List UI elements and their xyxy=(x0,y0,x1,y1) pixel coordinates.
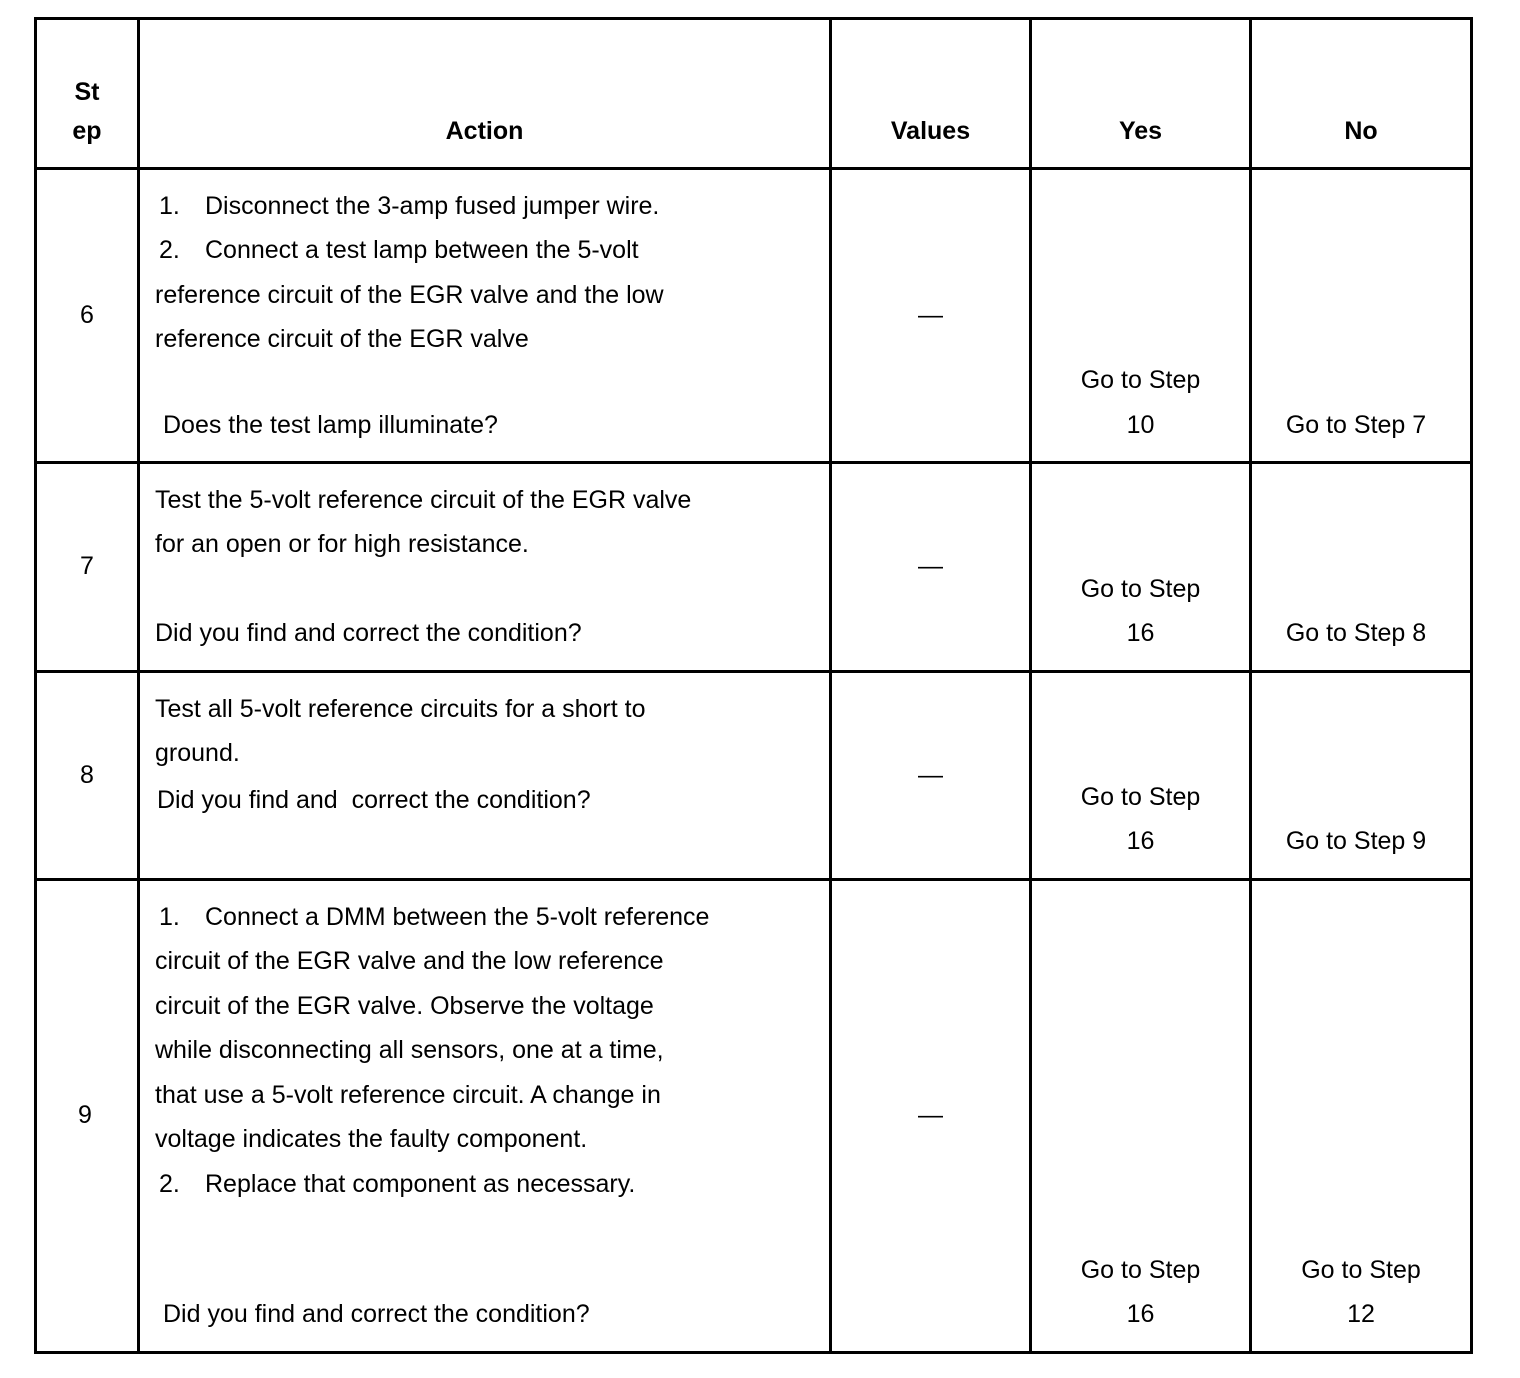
no-go-to: Go to Step 7 xyxy=(1285,411,1427,439)
action-line: Test the 5-volt reference circuit of the EGR valve xyxy=(155,486,692,514)
header-action: Action xyxy=(139,19,831,169)
yes-go-to: Go to Step xyxy=(1080,783,1201,811)
no-go-to: Go to Step xyxy=(1301,1256,1421,1284)
no-go-to: Go to Step 9 xyxy=(1285,827,1427,855)
diagnostic-table xyxy=(34,17,1473,1354)
step-number: 9 xyxy=(78,1101,92,1129)
header-row xyxy=(36,19,1472,169)
action-question: Did you find and correct the condition? xyxy=(163,1300,590,1328)
action-line: reference circuit of the EGR valve xyxy=(155,325,529,353)
action-question: Did you find and correct the condition? xyxy=(155,619,582,647)
yes-go-to: Go to Step xyxy=(1080,366,1201,394)
header-no: No xyxy=(1251,19,1472,169)
yes-step: 16 xyxy=(1126,1300,1155,1328)
table-row xyxy=(36,672,1472,880)
value-dash: — xyxy=(918,552,943,580)
yes-step: 16 xyxy=(1126,827,1155,855)
action-line: 1. Connect a DMM between the 5-volt reference xyxy=(159,903,710,931)
table-row xyxy=(36,463,1472,672)
header-step-line1: St xyxy=(74,78,100,106)
yes-step: 10 xyxy=(1126,411,1155,439)
action-line: 2. Connect a test lamp between the 5-volt xyxy=(159,236,639,264)
step-number: 7 xyxy=(80,552,94,580)
action-line: ground. xyxy=(155,739,240,767)
header-step xyxy=(36,19,139,169)
action-question: Did you find and correct the condition? xyxy=(157,786,591,814)
value-dash: — xyxy=(918,301,943,329)
value-dash: — xyxy=(918,1101,943,1129)
action-line: 2. Replace that component as necessary. xyxy=(159,1170,636,1198)
action-line: voltage indicates the faulty component. xyxy=(155,1125,588,1153)
table-row xyxy=(36,880,1472,1353)
action-line: while disconnecting all sensors, one at a time, xyxy=(155,1036,664,1064)
header-values: Values xyxy=(831,19,1031,169)
no-go-to: Go to Step 8 xyxy=(1285,619,1427,647)
action-line: reference circuit of the EGR valve and the low xyxy=(155,281,664,309)
action-line: Test all 5-volt reference circuits for a short to xyxy=(155,695,646,723)
step-number: 8 xyxy=(80,761,94,789)
yes-go-to: Go to Step xyxy=(1080,575,1201,603)
yes-step: 16 xyxy=(1126,619,1155,647)
action-line: circuit of the EGR valve. Observe the voltage xyxy=(155,992,654,1020)
value-dash: — xyxy=(918,761,943,789)
action-line: for an open or for high resistance. xyxy=(155,530,529,558)
table-row xyxy=(36,169,1472,463)
header-step-line2: ep xyxy=(72,117,102,145)
action-line: 1. Disconnect the 3-amp fused jumper wire. xyxy=(159,192,660,220)
header-yes: Yes xyxy=(1031,19,1251,169)
no-step: 12 xyxy=(1347,1300,1375,1328)
action-line: that use a 5-volt reference circuit. A change in xyxy=(155,1081,661,1109)
action-line: circuit of the EGR valve and the low reference xyxy=(155,947,664,975)
step-number: 6 xyxy=(80,301,94,329)
yes-go-to: Go to Step xyxy=(1080,1256,1201,1284)
action-question: Does the test lamp illuminate? xyxy=(163,411,498,439)
